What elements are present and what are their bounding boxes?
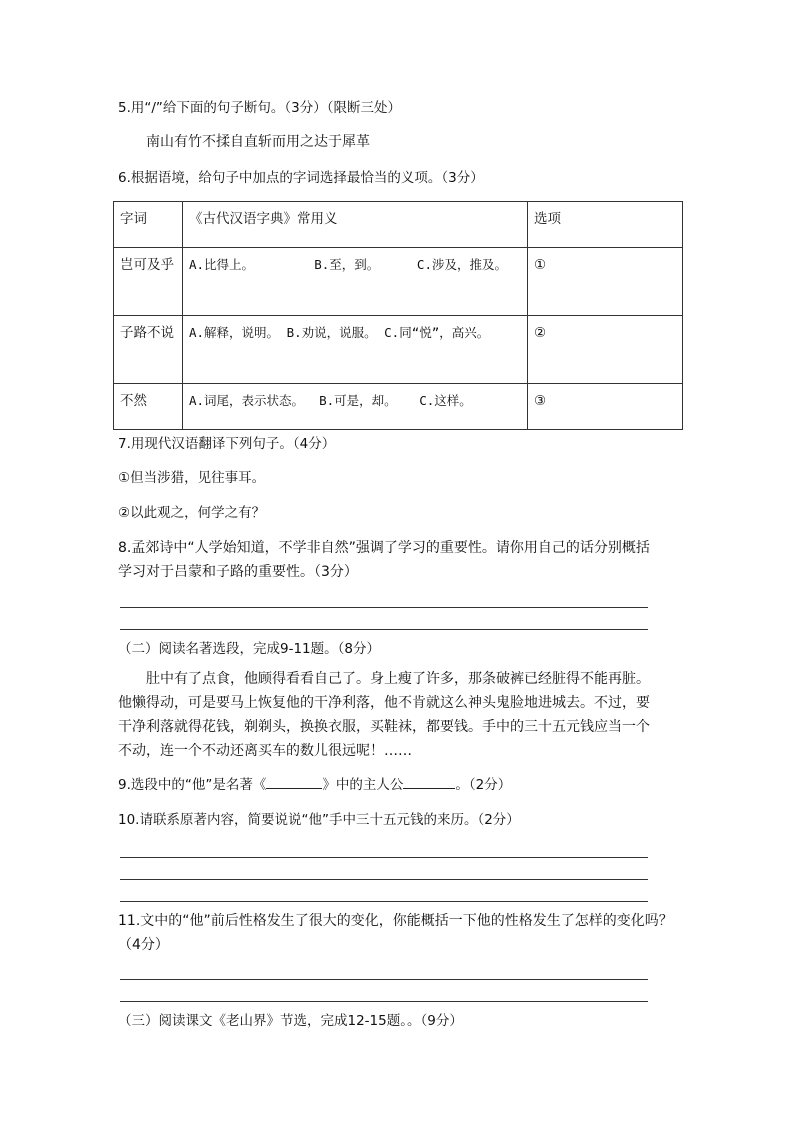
table-cell-meanings: A.比得上。 B.至，到。 C.涉及，推及。 <box>183 248 528 316</box>
q10-answer-line-3[interactable] <box>120 901 648 902</box>
q9-blank-book[interactable] <box>266 774 322 789</box>
q11-answer-line-1[interactable] <box>120 979 648 980</box>
table-cell-meanings: A.词尾，表示状态。 B.可是，却。 C.这样。 <box>183 384 528 430</box>
q7-prompt: 7.用现代汉语翻译下列句子。（4分） <box>118 436 336 452</box>
table-row <box>114 316 683 384</box>
q8-answer-line-2[interactable] <box>120 629 648 630</box>
dictionary-table <box>113 201 683 430</box>
q10-answer-line-2[interactable] <box>120 879 648 880</box>
table-cell-option: ② <box>528 316 683 384</box>
q9-text-part2: 》中的主人公 <box>322 777 404 793</box>
q9-blank-protagonist[interactable] <box>403 774 455 789</box>
q6-prompt: 6.根据语境，给句子中加点的字词选择最恰当的义项。（3分） <box>118 170 484 186</box>
section2-heading: （二）阅读名著选段，完成9-11题。（8分） <box>118 641 380 657</box>
q9-text-part3: 。（2分） <box>455 777 512 793</box>
q8-prompt: 8.孟郊诗中“人学始知道，不学非自然”强调了学习的重要性。请你用自己的话分别概括学习对于吕蒙和子路的重要性。（3分） <box>118 540 650 580</box>
table-cell-meanings: A.解释，说明。 B.劝说，说服。 C.同“悦”，高兴。 <box>183 316 528 384</box>
table-cell-option: ③ <box>528 384 683 430</box>
table-cell-word: 不然 <box>114 384 183 430</box>
table-header-option: 选项 <box>528 202 683 248</box>
table-cell-option: ① <box>528 248 683 316</box>
table-cell-word: 岂可及乎 <box>114 248 183 316</box>
q7-item-1: ①但当涉猎，见往事耳。 <box>118 470 266 486</box>
q5-sentence: 南山有竹不揉自直斩而用之达于犀革 <box>146 134 370 150</box>
q5-prompt: 5.用“/”给下面的句子断句。（3分）（限断三处） <box>118 100 402 116</box>
q10-prompt: 10.请联系原著内容，简要说说“他”手中三十五元钱的来历。（2分） <box>118 812 520 828</box>
section3-heading: （三）阅读课文《老山界》节选，完成12-15题。。（9分） <box>118 1013 463 1029</box>
q11-answer-line-2[interactable] <box>120 1001 648 1002</box>
q8-answer-line-1[interactable] <box>120 607 648 608</box>
table-header-word: 字词 <box>114 202 183 248</box>
q10-answer-line-1[interactable] <box>120 857 648 858</box>
table-row <box>114 248 683 316</box>
section2-passage: 肚中有了点食，他顾得看看自己了。身上瘦了许多，那条破裤已经脏得不能再脏。他懒得动，可是要马上恢复他的干净利落，他不肯就这么神头鬼脸地进城去。不过，要干净利落就得花钱，剃剃头，换换衣服，买鞋袜，都要钱。手中的三十五元钱应当一个不动，连一个不动还离买车的数儿很远呢！…… <box>118 671 650 759</box>
q7-item-2: ②以此观之，何学之有？ <box>118 505 266 521</box>
q9-prompt <box>118 773 511 793</box>
table-cell-word: 子路不说 <box>114 316 183 384</box>
q9-text-part1: 9.选段中的“他”是名著《 <box>118 777 267 793</box>
table-row <box>114 384 683 430</box>
table-header-meaning: 《古代汉语字典》常用义 <box>183 202 528 248</box>
q11-prompt: 11.文中的“他”前后性格发生了很大的变化，你能概括一下他的性格发生了怎样的变化吗？（4分） <box>118 913 673 953</box>
table-header-row <box>114 202 683 248</box>
